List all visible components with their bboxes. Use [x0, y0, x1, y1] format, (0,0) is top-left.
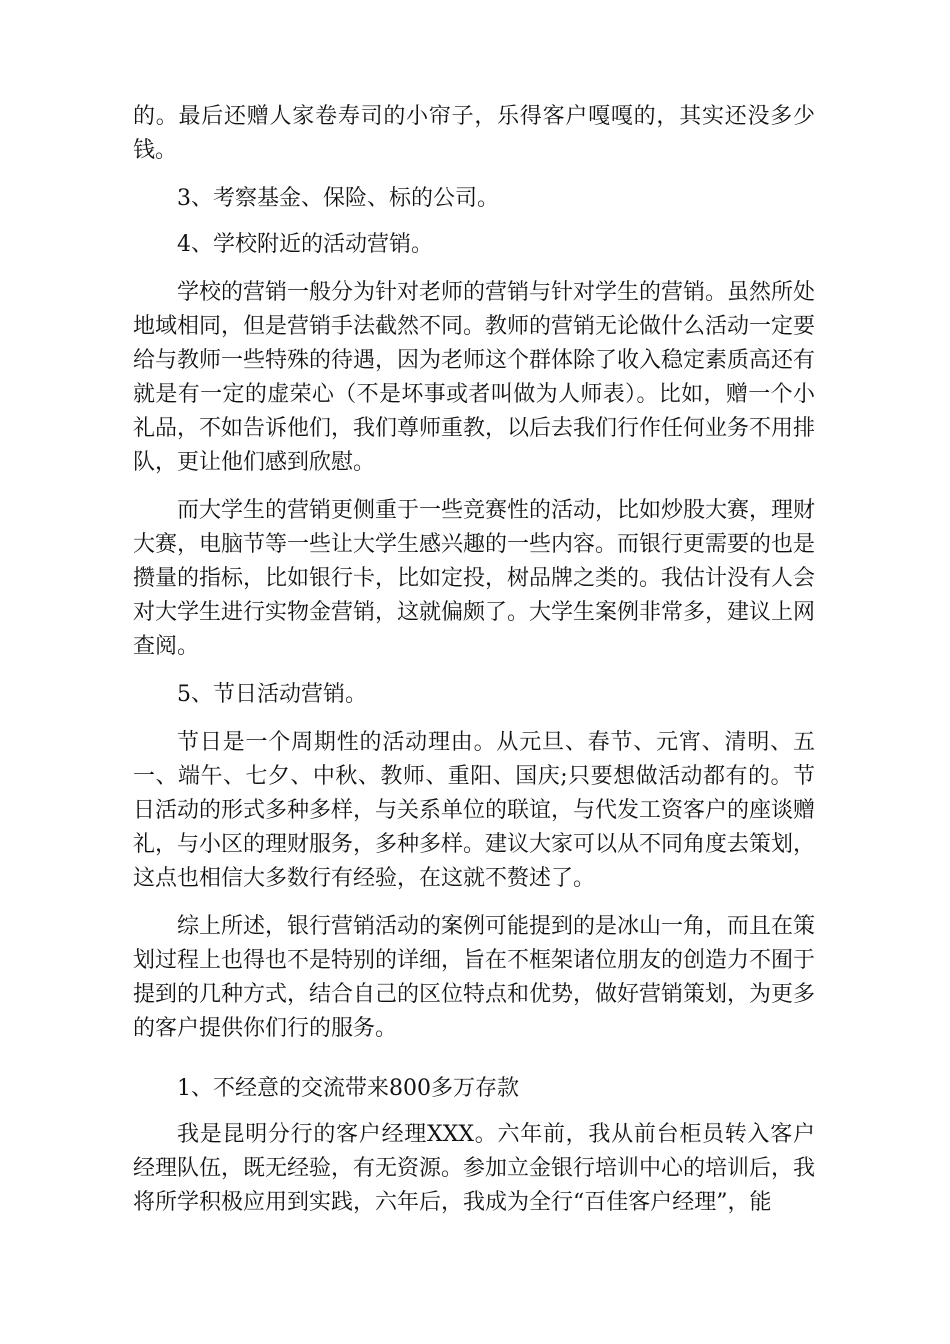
paragraph-school-marketing: 学校的营销一般分为针对老师的营销与针对学生的营销。虽然所处地域相同，但是营销手法截然不同。教师的营销无论做什么活动一定要给与教师一些特殊的待遇，因为老师这个群体除了收入稳定素质高还有就是有一定的虚荣心（不是坏事或者叫做为人师表）。比如，赠一个小礼品，不如告诉他们，我们尊师重教，以后去我们行作任何业务不用排队，更让他们感到欣慰。 — [133, 280, 816, 475]
list-item-3-heading: 3、考察基金、保险、标的公司。 — [177, 186, 499, 211]
list-item-5-heading: 5、节日活动营销。 — [177, 682, 367, 707]
paragraph-holiday-marketing: 节日是一个周期性的活动理由。从元旦、春节、元宵、清明、五一、端午、七夕、中秋、教师、重阳、国庆;只要想做活动都有的。节日活动的形式多种多样，与关系单位的联谊，与代发工资客户的座谈赠礼，与小区的理财服务，多种多样。建议大家可以从不同角度去策划，这点也相信大多数行有经验，在这就不赘述了。 — [133, 730, 816, 891]
document-page — [133, 100, 815, 1220]
list-item-4-heading: 4、学校附近的活动营销。 — [177, 232, 433, 257]
paragraph-student-marketing: 而大学生的营销更侧重于一些竞赛性的活动，比如炒股大赛，理财大赛，电脑节等一些让大学生感兴趣的一些内容。而银行更需要的也是攒量的指标，比如银行卡，比如定投，树品牌之类的。我估计没有人会对大学生进行实物金营销，这就偏颇了。大学生案例非常多，建议上网查阅。 — [133, 498, 816, 659]
paragraph-summary: 综上所述，银行营销活动的案例可能提到的是冰山一角，而且在策划过程上也得也不是特别的详细，旨在不框架诸位朋友的创造力不囿于提到的几种方式，结合自己的区位特点和优势，做好营销策划，为更多的客户提供你们行的服务。 — [133, 914, 816, 1041]
case-heading-1: 1、不经意的交流带来800多万存款 — [177, 1076, 519, 1101]
paragraph-case-1: 我是昆明分行的客户经理XXX。六年前，我从前台柜员转入客户经理队伍，既无经验，有无资源。参加立金银行培训中心的培训后，我将所学积极应用到实践，六年后，我成为全行“百佳客户经理”，能 — [133, 1122, 816, 1215]
paragraph-continuation: 的。最后还赠人家卷寿司的小帘子，乐得客户嘎嘎的，其实还没多少钱。 — [133, 104, 815, 163]
